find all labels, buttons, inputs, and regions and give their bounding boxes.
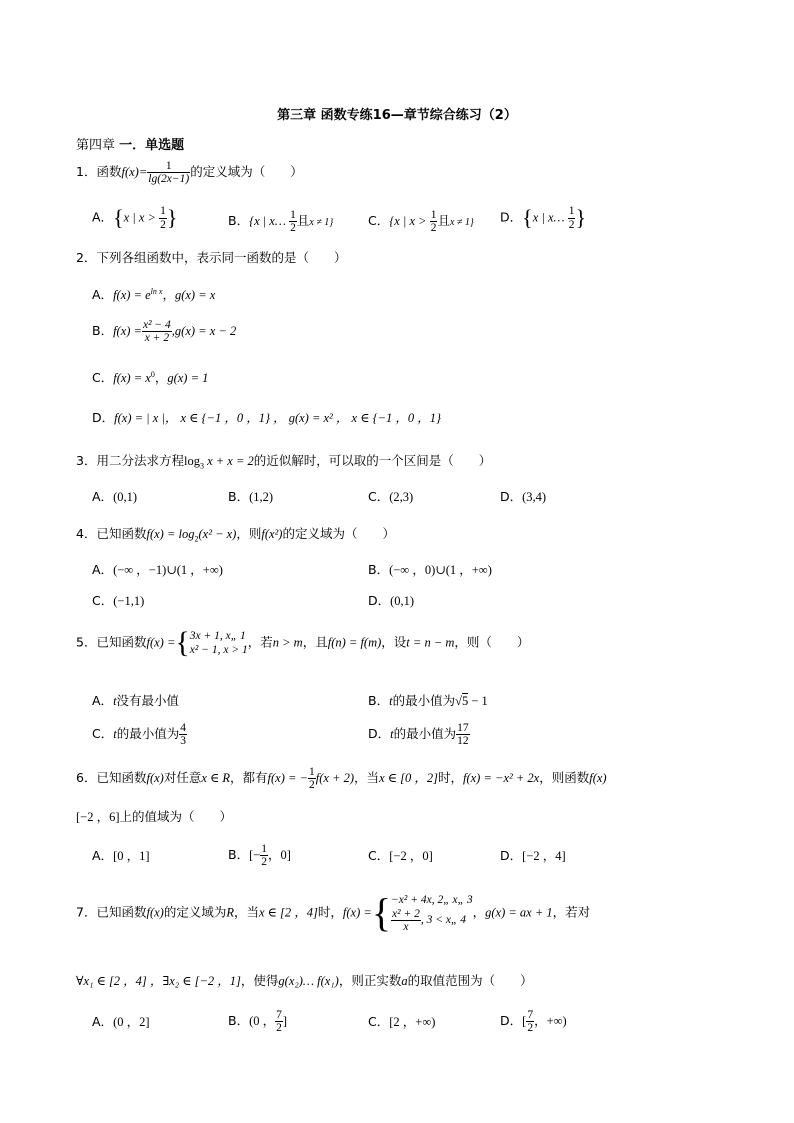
question-text: 的取值范围为（ ） — [407, 973, 533, 988]
q6-option-c[interactable] — [368, 846, 433, 864]
question-text: ，当 — [354, 770, 380, 786]
denominator: 2 — [276, 1022, 282, 1035]
formula: x ≠ 1} — [449, 217, 474, 229]
option-label: D． — [500, 209, 523, 225]
numerator: 1 — [261, 843, 268, 855]
formula: f(x) = log — [146, 527, 195, 541]
option-text: 没有最小值 — [116, 693, 180, 708]
option-label: C． — [92, 726, 114, 742]
formula: x ∈ [0 ，2] — [379, 771, 438, 786]
fraction — [289, 209, 297, 234]
option-value: (0 ，2] — [113, 1015, 150, 1029]
question-text: ，都有 — [230, 770, 268, 786]
question-text: ，若 — [247, 634, 273, 650]
q3-option-c[interactable] — [368, 487, 413, 505]
formula: [−2 ，6] — [76, 810, 120, 824]
q1-option-c[interactable] — [368, 209, 474, 234]
q3-option-b[interactable] — [228, 487, 273, 505]
question-text: ，则（ ） — [454, 634, 530, 650]
numerator: 1 — [568, 205, 575, 218]
formula: f(x²) — [261, 527, 283, 541]
q2-option-a[interactable] — [92, 285, 215, 303]
option-label: C． — [92, 370, 114, 385]
brace: } — [575, 205, 587, 230]
option-label: A． — [92, 489, 114, 504]
formula: f(x) — [589, 771, 607, 786]
formula: f(x) = — [342, 905, 372, 920]
question-text: 函数 — [96, 164, 122, 180]
piecewise-cases — [190, 629, 248, 658]
q1-option-b[interactable] — [228, 209, 333, 234]
question-text: ，且 — [302, 634, 328, 650]
formula: x ∈ R — [201, 771, 231, 786]
q6-option-d[interactable] — [500, 846, 566, 864]
option-label: C． — [368, 489, 390, 504]
question-text: 已知函数 — [96, 770, 147, 786]
option-value: (1,2) — [249, 490, 274, 504]
question-3 — [76, 451, 491, 471]
section-prefix: 第四章 — [76, 138, 116, 153]
q7-option-a[interactable] — [92, 1012, 150, 1030]
question-text: 的近似解时，可以取的一个区间是（ ） — [253, 453, 492, 468]
question-text: 时， — [437, 770, 463, 786]
denominator: 2 — [160, 218, 166, 231]
option-value: (0,1) — [113, 490, 138, 504]
option-label: B． — [228, 847, 250, 863]
formula: ,g(x) = x − 2 — [171, 324, 237, 339]
piecewise-brace: { — [371, 890, 392, 935]
q6-option-a[interactable] — [92, 846, 150, 864]
option-label: A． — [92, 1014, 114, 1029]
denominator: 2 — [290, 222, 296, 235]
question-number: 5． — [76, 634, 97, 650]
q4-option-a[interactable] — [92, 560, 223, 578]
numerator: 7 — [527, 1009, 534, 1021]
fraction — [179, 722, 187, 747]
q1-option-a[interactable] — [92, 205, 177, 231]
numerator: x² − 4 — [142, 319, 171, 331]
sqrt-icon: √ — [455, 694, 462, 708]
piecewise-brace: { — [175, 626, 190, 659]
question-text: 已知函数 — [96, 526, 147, 541]
case-1: 3x + 1, x„ 1 — [189, 629, 246, 642]
subscript: 2 — [194, 534, 199, 544]
page-title: 第三章 函数专练16—章节综合练习（2） — [277, 108, 517, 123]
section-label: 一．单选题 — [119, 138, 185, 153]
option-label: B． — [228, 1013, 250, 1029]
formula: [− — [249, 848, 261, 863]
option-label: D． — [92, 410, 115, 425]
superscript: ln x — [150, 286, 163, 296]
question-text: ，则函数 — [539, 770, 590, 786]
option-text: 且 — [296, 213, 310, 229]
denominator: lg(2x−1) — [148, 173, 190, 186]
question-4 — [76, 524, 395, 544]
formula: (0 ， — [249, 1014, 276, 1029]
numerator: 1 — [430, 209, 437, 221]
formula: ，+∞) — [534, 1014, 567, 1029]
question-text: 已知函数 — [96, 904, 147, 920]
fraction — [526, 1009, 534, 1034]
q3-option-a[interactable] — [92, 487, 137, 505]
q7-option-d[interactable] — [500, 1009, 567, 1034]
formula: x + x = 2 — [203, 454, 254, 468]
formula: f(x) = | x |， x ∈ {−1 ，0 ，1} ， g(x) = x² ， x ∈ {−1 ，0 ，1} — [114, 411, 442, 425]
denominator: 3 — [180, 735, 186, 748]
option-value: (3,4) — [522, 490, 547, 504]
q5-option-a[interactable] — [92, 691, 179, 709]
q7-option-c[interactable] — [368, 1012, 435, 1030]
formula: ，0] — [268, 848, 291, 863]
piecewise-cases — [391, 893, 473, 933]
question-7-line-2 — [76, 971, 533, 989]
option-label: D． — [368, 593, 391, 608]
q6-option-b[interactable] — [228, 843, 291, 868]
numerator: 1 — [309, 766, 315, 778]
option-label: A． — [92, 209, 114, 225]
formula: ∀x₁ ∈ [2 ，4] ，∃x₂ ∈ [−2 ，1] — [76, 974, 241, 988]
option-value: [−2 ，4] — [522, 849, 566, 863]
question-text: 对任意 — [163, 770, 202, 786]
formula: f(n) = f(m) — [327, 635, 382, 650]
question-text: ，则正实数 — [338, 973, 402, 988]
formula: g(x₂)… f(x₁) — [278, 974, 339, 988]
denominator: 2 — [527, 1022, 534, 1035]
brace: } — [166, 205, 178, 230]
q4-option-d[interactable] — [368, 591, 414, 609]
formula: ] — [282, 1014, 288, 1029]
option-value: (0,1) — [390, 594, 415, 608]
question-number: 6． — [76, 770, 97, 786]
section-heading — [76, 134, 184, 153]
formula: {x | x… — [249, 214, 290, 229]
question-text: ，使得 — [240, 973, 279, 988]
fraction — [308, 766, 316, 791]
formula: f(x) — [146, 905, 164, 920]
formula: [ — [522, 1014, 527, 1029]
formula: f(x) = x — [113, 371, 151, 385]
option-label: C． — [368, 848, 390, 863]
option-value: (−∞ ，0)∪(1 ，+∞) — [389, 563, 492, 577]
q2-option-b[interactable] — [92, 319, 236, 344]
q5-option-b[interactable] — [368, 691, 488, 709]
option-label: D． — [500, 1013, 523, 1029]
formula: (x² − x) — [198, 527, 237, 541]
option-value: [0 ，1] — [113, 849, 150, 863]
question-number: 3． — [76, 453, 97, 468]
option-text: 的最小值为 — [392, 693, 456, 708]
denominator: x — [403, 920, 409, 933]
option-value: [2 ，+∞) — [389, 1015, 436, 1029]
denominator: 12 — [457, 735, 469, 748]
numerator: 4 — [180, 722, 186, 734]
superscript: 0 — [150, 369, 155, 379]
q2-option-c[interactable] — [92, 368, 208, 386]
option-value: [−2 ，0] — [389, 849, 433, 863]
formula: f(x) = — [146, 635, 176, 650]
question-number: 7． — [76, 904, 97, 920]
variable: t — [390, 727, 394, 742]
case-1: −x² + 4x, 2„ x„ 3 — [391, 894, 473, 907]
q2-option-d[interactable] — [92, 408, 441, 426]
formula: f(x + 2) — [315, 771, 355, 786]
question-text: 的定义域为（ ） — [282, 526, 395, 541]
denominator: x + 2 — [144, 332, 170, 345]
option-text: 的最小值为 — [393, 726, 457, 742]
fraction — [391, 908, 421, 933]
fraction — [159, 205, 167, 230]
case-2: x² − 1, x > 1 — [189, 644, 248, 656]
formula: a — [401, 974, 408, 988]
formula: R — [226, 905, 234, 920]
brace: { — [113, 205, 124, 230]
question-text: 上的值域为（ ） — [119, 809, 233, 824]
option-label: D． — [500, 848, 523, 863]
question-1 — [76, 160, 303, 185]
question-text: ， — [472, 904, 486, 920]
q1-option-d[interactable] — [500, 205, 586, 231]
option-value: (−1,1) — [113, 594, 145, 608]
option-label: C． — [92, 593, 114, 608]
option-label: B． — [368, 562, 390, 577]
denominator: 2 — [430, 222, 437, 235]
option-label: A． — [92, 848, 114, 863]
question-text: 的定义域为 — [163, 904, 227, 920]
formula: f(x) — [146, 771, 164, 786]
option-label: A． — [92, 693, 114, 708]
option-label: C． — [368, 213, 390, 229]
option-text: 且 — [437, 213, 450, 229]
formula: f(x) = −x² + 2x — [462, 771, 540, 786]
q7-option-b[interactable] — [228, 1009, 287, 1034]
option-label: B． — [228, 489, 250, 504]
formula: t = n − m — [406, 635, 455, 650]
numerator: x² + 2 — [392, 907, 420, 920]
numerator: 17 — [457, 722, 469, 734]
subscript: 3 — [199, 461, 204, 471]
question-text: ，当 — [233, 904, 259, 920]
numerator: 1 — [290, 209, 296, 221]
separator: ， — [162, 287, 175, 302]
option-label: A． — [92, 562, 114, 577]
question-text: ，设 — [381, 634, 407, 650]
question-5 — [76, 628, 529, 658]
option-label: B． — [228, 213, 250, 229]
formula: g(x) = ax + 1 — [485, 905, 553, 920]
question-text: ，则 — [236, 526, 262, 541]
question-7 — [76, 890, 591, 935]
brace: { — [522, 205, 533, 230]
formula: g(x) = 1 — [167, 371, 209, 385]
fraction — [456, 722, 470, 747]
q4-option-b[interactable] — [368, 560, 492, 578]
separator: ， — [154, 370, 168, 385]
question-number: 1． — [76, 164, 97, 180]
variable: t — [113, 727, 117, 742]
question-text: 已知函数 — [96, 634, 147, 650]
question-2 — [76, 248, 346, 266]
fraction — [260, 843, 268, 868]
option-value: (−∞ ，−1)∪(1 ，+∞) — [113, 563, 223, 577]
denominator: 2 — [309, 779, 315, 792]
q4-option-c[interactable] — [92, 591, 144, 609]
question-number: 2． — [76, 250, 97, 265]
formula: f(x)= — [121, 165, 148, 180]
formula: log — [183, 454, 200, 468]
fraction — [275, 1009, 283, 1034]
option-label: D． — [368, 726, 391, 742]
fraction — [142, 319, 172, 344]
option-value: (2,3) — [389, 490, 414, 504]
option-label: B． — [92, 323, 114, 339]
numerator: 1 — [160, 205, 166, 218]
numerator: 7 — [276, 1009, 282, 1021]
denominator: 2 — [568, 218, 575, 231]
formula: f(x) = − — [267, 771, 309, 786]
q5-option-c[interactable] — [92, 722, 187, 747]
denominator: 2 — [261, 856, 268, 869]
variable: t — [113, 694, 117, 708]
formula: {x | x > — [389, 214, 430, 229]
fraction — [147, 160, 190, 185]
q5-option-d[interactable] — [368, 722, 470, 747]
radicand: 5 — [461, 694, 469, 708]
q3-option-d[interactable] — [500, 487, 546, 505]
question-text: 下列各组函数中，表示同一函数的是（ ） — [96, 250, 347, 265]
formula: g(x) = x — [174, 288, 216, 302]
question-number: 4． — [76, 526, 97, 541]
question-text: 用二分法求方程 — [96, 453, 184, 468]
question-text: 时， — [317, 904, 343, 920]
formula: x ∈ [2 ，4] — [259, 905, 318, 920]
option-text: 的最小值为 — [116, 726, 180, 742]
formula: − 1 — [468, 694, 488, 708]
formula: n > m — [272, 635, 303, 650]
option-label: C． — [368, 1014, 390, 1029]
formula: f(x) = — [113, 324, 142, 339]
variable: t — [389, 694, 393, 708]
formula: x | x > — [123, 210, 160, 225]
case-2: , 3 < x„ 4 — [420, 913, 466, 926]
question-text: 的定义域为（ ） — [190, 164, 303, 180]
question-text: ，若对 — [552, 904, 591, 920]
formula: x ≠ 1} — [309, 217, 334, 229]
option-label: A． — [92, 287, 114, 302]
option-label: D． — [500, 489, 523, 504]
formula: x | x… — [532, 210, 568, 225]
question-6 — [76, 766, 607, 791]
formula: f(x) = e — [113, 288, 151, 302]
numerator: 1 — [147, 160, 190, 173]
option-label: B． — [368, 693, 390, 708]
question-6-line-2 — [76, 807, 232, 825]
